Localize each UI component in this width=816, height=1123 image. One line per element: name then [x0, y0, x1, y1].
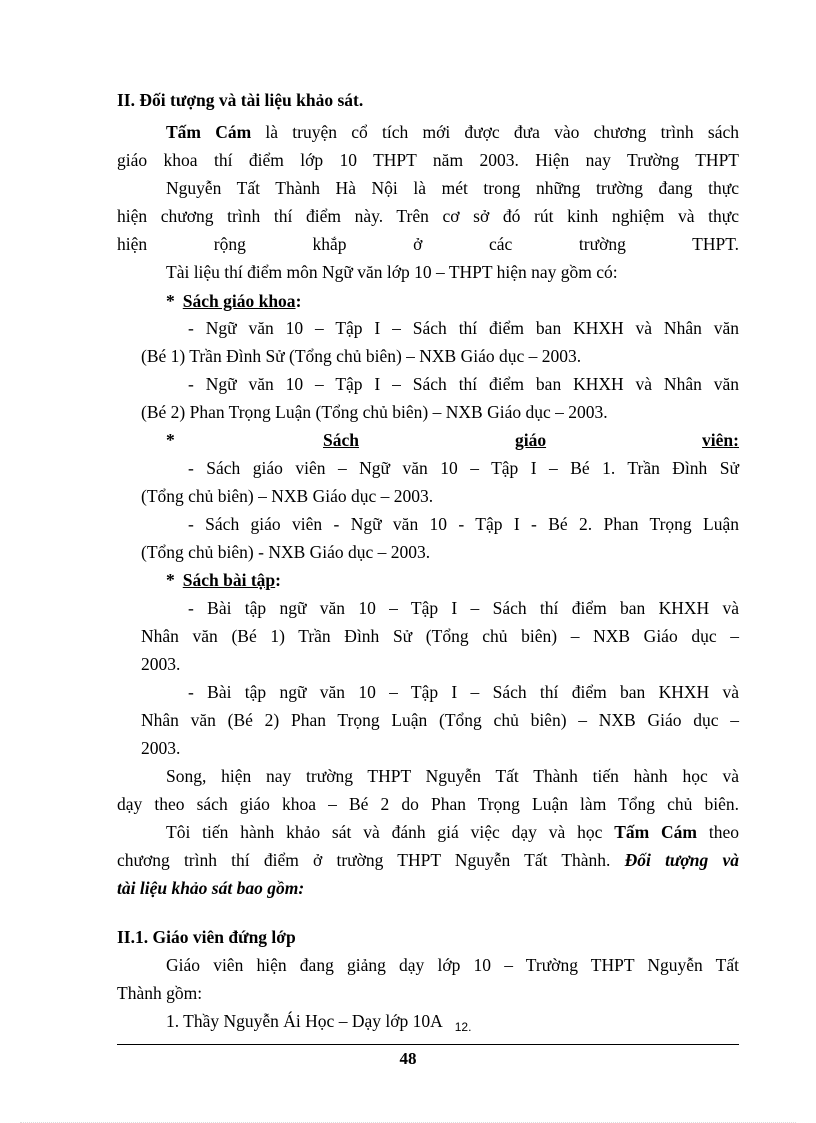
section-title: II. Đối tượng và tài liệu khảo sát.	[117, 90, 364, 110]
sgk-label: Sách giáo khoa	[182, 291, 296, 311]
sgv-word-2: giáo	[514, 430, 547, 450]
p1-line-4: hiện chương trình thí điểm này. Trên cơ sở đó rút kinh nghiệm và thực	[117, 206, 739, 226]
sbt-label: Sách bài tập	[182, 570, 276, 590]
sbt-item-2-line-2: Nhân văn (Bé 2) Phan Trọng Luận (Tổng chủ biên) – NXB Giáo dục –	[141, 710, 739, 730]
sgv-star: *	[166, 430, 175, 450]
sgv-word-3-text: viên	[702, 430, 734, 450]
sgv-item-1-line-2: (Tổng chủ biên) – NXB Giáo dục – 2003.	[141, 486, 434, 506]
sgv-word-3	[702, 429, 739, 451]
p1-bold-title: Tấm Cám	[166, 122, 252, 142]
p1-line-5	[117, 233, 739, 255]
sbt-colon: :	[275, 570, 281, 590]
p5-line-2: Thành gồm:	[117, 983, 203, 1003]
sgv-item-2-line-2: (Tổng chủ biên) - NXB Giáo dục – 2003.	[141, 542, 431, 562]
sgk-item-2-line-2: (Bé 2) Phan Trọng Luận (Tổng chủ biên) – NXB Giáo dục – 2003.	[141, 402, 608, 422]
p4-line-2	[117, 849, 739, 871]
p4-line-2-a: chương trình thí điểm ở trường THPT Nguyễn Tất Thành.	[117, 850, 625, 870]
p4-line-1-a: Tôi tiến hành khảo sát và đánh giá việc dạy và học	[166, 822, 615, 842]
sgk-item-1-line-1: - Ngữ văn 10 – Tập I – Sách thí điểm ban KHXH và Nhân văn	[188, 318, 739, 338]
sgv-item-1-line-1: - Sách giáo viên – Ngữ văn 10 – Tập I – Bé 1. Trần Đình Sử	[188, 458, 739, 478]
sgk-colon: :	[295, 291, 302, 311]
footer-divider	[117, 1044, 739, 1045]
sgk-item-1-line-2: (Bé 1) Trần Đình Sử (Tổng chủ biên) – NXB Giáo dục – 2003.	[141, 346, 582, 366]
sbt-star: *	[166, 570, 175, 590]
p4-line-2-bold-italic: Đối tượng và	[624, 850, 739, 870]
p4-line-3: tài liệu khảo sát bao gồm:	[117, 878, 305, 898]
sgv-item-2-line-1: - Sách giáo viên - Ngữ văn 10 - Tập I - Bé 2. Phan Trọng Luận	[188, 514, 739, 534]
p1-line-5-text: hiện rộng khắp ở các trường THPT.	[117, 234, 739, 254]
sbt-item-1-line-1: - Bài tập ngữ văn 10 – Tập I – Sách thí điểm ban KHXH và	[188, 598, 739, 618]
sgk-item-2-line-1: - Ngữ văn 10 – Tập I – Sách thí điểm ban KHXH và Nhân văn	[188, 374, 739, 394]
p1-line-1-text: là truyện cổ tích mới được đưa vào chương trình sách	[251, 122, 739, 142]
p1-line-3: Nguyễn Tất Thành Hà Nội là mét trong những trường đang thực	[166, 178, 739, 198]
page-number: 48	[399, 1049, 417, 1068]
sbt-item-2-line-1: - Bài tập ngữ văn 10 – Tập I – Sách thí điểm ban KHXH và	[188, 682, 739, 702]
p1-line-2: giáo khoa thí điểm lớp 10 THPT năm 2003. Hiện nay Trường THPT	[117, 150, 739, 170]
p1-line-1	[166, 121, 739, 143]
sbt-item-1-line-2: Nhân văn (Bé 1) Trần Đình Sử (Tổng chủ biên) – NXB Giáo dục –	[141, 626, 739, 646]
sbt-item-1-line-3: 2003.	[141, 654, 181, 674]
subsection-title: II.1. Giáo viên đứng lớp	[117, 927, 296, 947]
sbt-heading	[166, 569, 281, 591]
p3-line-2: dạy theo sách giáo khoa – Bé 2 do Phan Trọng Luận làm Tổng chủ biên.	[117, 794, 739, 814]
p5-line-3	[166, 1010, 471, 1038]
p5-line-3-subscript: 12.	[454, 1020, 472, 1034]
sgv-label	[323, 429, 739, 451]
p3-line-1: Song, hiện nay trường THPT Nguyễn Tất Thành tiến hành học và	[166, 766, 739, 786]
sbt-item-2-line-3: 2003.	[141, 738, 181, 758]
sgv-colon: :	[733, 430, 739, 450]
p4-bold-title: Tấm Cám	[614, 822, 698, 842]
sgv-word-1: Sách	[323, 430, 359, 450]
p4-line-1-b: theo	[697, 822, 739, 842]
p4-line-1	[166, 821, 739, 843]
p5-line-1: Giáo viên hiện đang giảng dạy lớp 10 – Trường THPT Nguyễn Tất	[166, 955, 739, 975]
p2-line: Tài liệu thí điểm môn Ngữ văn lớp 10 – THPT hiện nay gồm có:	[166, 262, 618, 282]
sgk-star: *	[166, 291, 175, 311]
p5-line-3-text: 1. Thầy Nguyễn Ái Học – Dạy lớp 10A	[166, 1011, 443, 1031]
sgk-heading	[166, 290, 301, 312]
